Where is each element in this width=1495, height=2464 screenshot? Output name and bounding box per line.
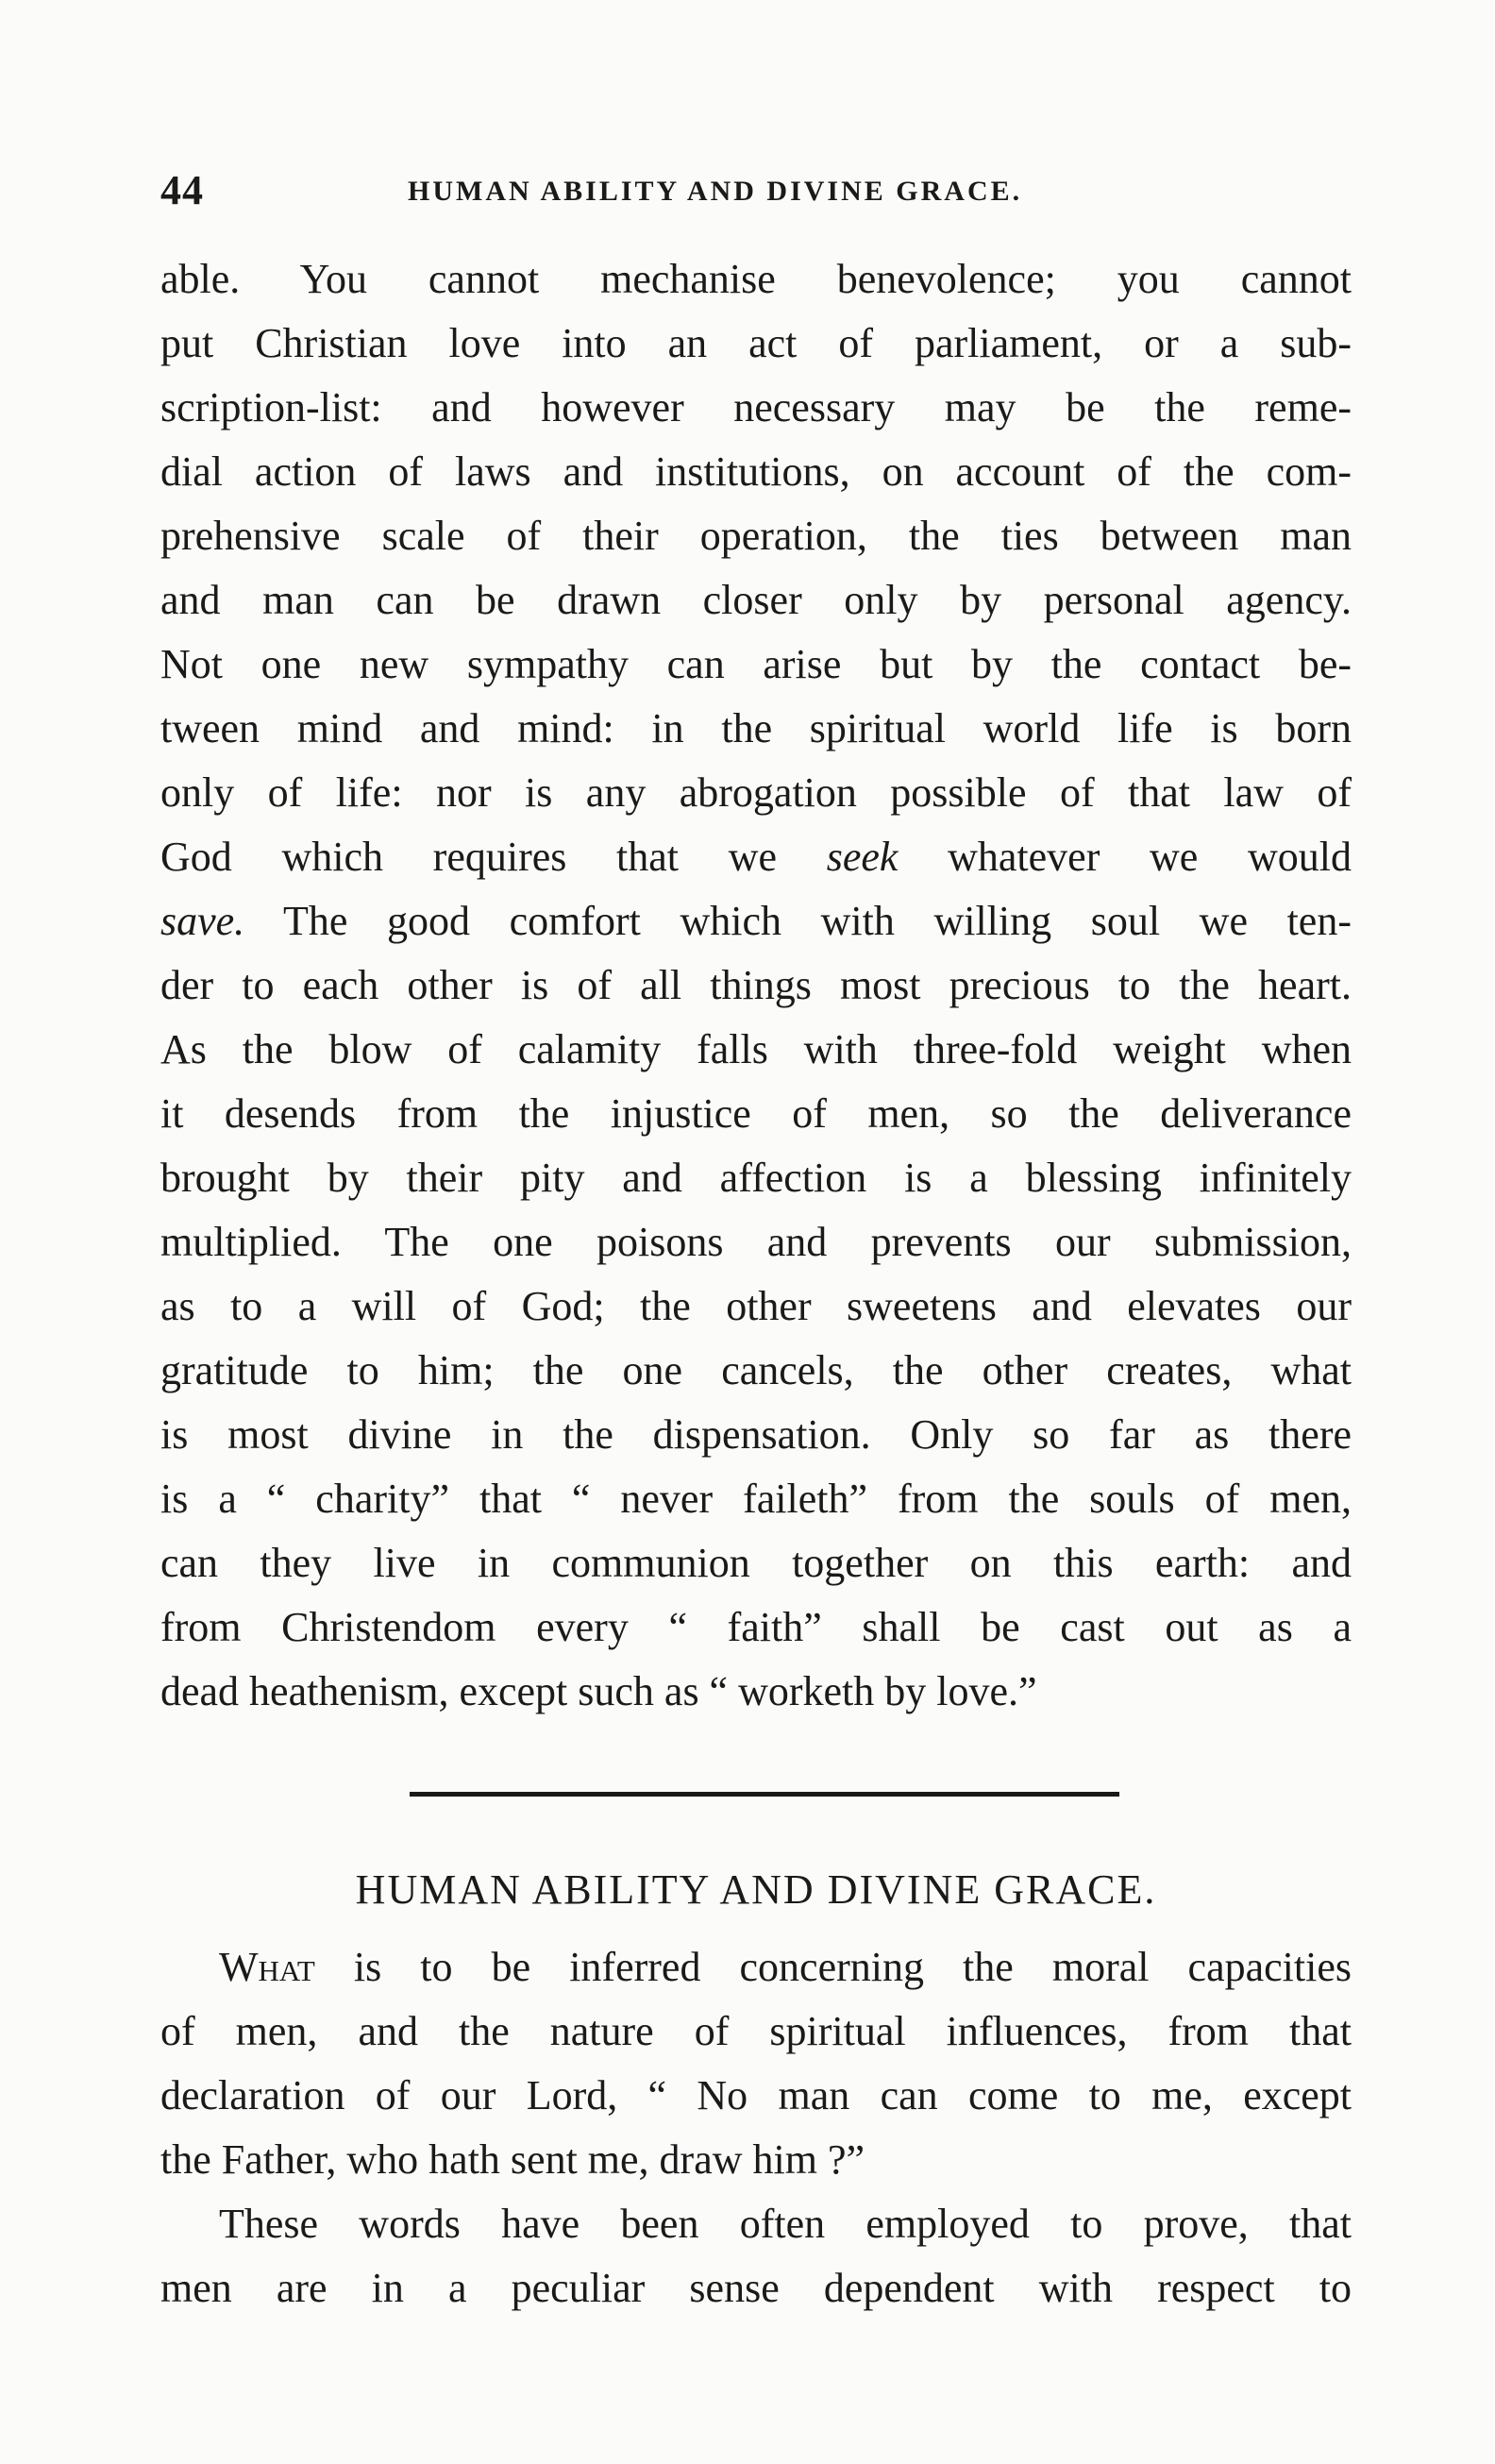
text-line: is a “ charity” that “ never faileth” from the souls of men, [160, 1476, 1352, 1522]
line-text: The good comfort which with willing soul we ten- [283, 898, 1352, 944]
text-line: dead heathenism, except such as “ worketh by love.” [160, 1668, 1037, 1714]
text-line: it desends from the injustice of men, so the deliverance [160, 1090, 1352, 1137]
section-text [160, 1935, 1352, 2321]
running-title: HUMAN ABILITY AND DIVINE GRACE. [408, 176, 1023, 207]
text-line: and man can be drawn closer only by personal agency. [160, 577, 1352, 623]
text-line: multiplied. The one poisons and prevents our submission, [160, 1219, 1352, 1265]
running-head [160, 166, 1350, 223]
text-line: from Christendom every “ faith” shall be cast out as a [160, 1604, 1352, 1650]
line-text: is to be inferred concerning the moral capacities [353, 1944, 1352, 1990]
text-line: As the blow of calamity falls with three-fold weight when [160, 1026, 1352, 1072]
text-line: able. You cannot mechanise benevolence; you cannot [160, 256, 1352, 302]
text-line: only of life: nor is any abrogation possible of that law of [160, 769, 1352, 816]
text-line: der to each other is of all things most precious to the heart. [160, 962, 1352, 1008]
text-line [160, 889, 1352, 954]
italic-word: seek [826, 834, 899, 880]
text-line [160, 1935, 1352, 2000]
text-line: scription-list: and however necessary may be the reme- [160, 384, 1352, 430]
section-heading: HUMAN ABILITY AND DIVINE GRACE. [355, 1866, 1157, 1913]
text-line [160, 825, 1352, 889]
text-line: brought by their pity and affection is a blessing infinitely [160, 1155, 1352, 1201]
text-line: can they live in communion together on this earth: and [160, 1540, 1352, 1586]
lead-word: What [219, 1944, 315, 1990]
text-line: These words have been often employed to prove, that [219, 2201, 1352, 2247]
section-divider [410, 1792, 1119, 1797]
text-line: as to a will of God; the other sweetens and elevates our [160, 1283, 1352, 1329]
text-line: Not one new sympathy can arise but by the contact be- [160, 641, 1352, 687]
text-line: gratitude to him; the one cancels, the other creates, what [160, 1347, 1352, 1393]
text-line: prehensive scale of their operation, the ties between man [160, 513, 1352, 559]
line-text: God which requires that we [160, 834, 778, 880]
text-line: of men, and the nature of spiritual influences, from that [160, 2008, 1352, 2054]
text-line: is most divine in the dispensation. Only so far as there [160, 1411, 1352, 1458]
text-line: dial action of laws and institutions, on account of the com- [160, 448, 1352, 495]
page-number: 44 [160, 167, 204, 213]
line-text: whatever we would [948, 834, 1352, 880]
text-line: declaration of our Lord, “ No man can come to me, except [160, 2072, 1352, 2118]
body-text [160, 247, 1352, 1724]
text-line: the Father, who hath sent me, draw him ?” [160, 2136, 865, 2183]
text-line: put Christian love into an act of parliament, or a sub- [160, 320, 1352, 366]
italic-word: save. [160, 898, 245, 944]
text-line: tween mind and mind: in the spiritual world life is born [160, 705, 1352, 751]
text-line: men are in a peculiar sense dependent with respect to [160, 2265, 1352, 2311]
